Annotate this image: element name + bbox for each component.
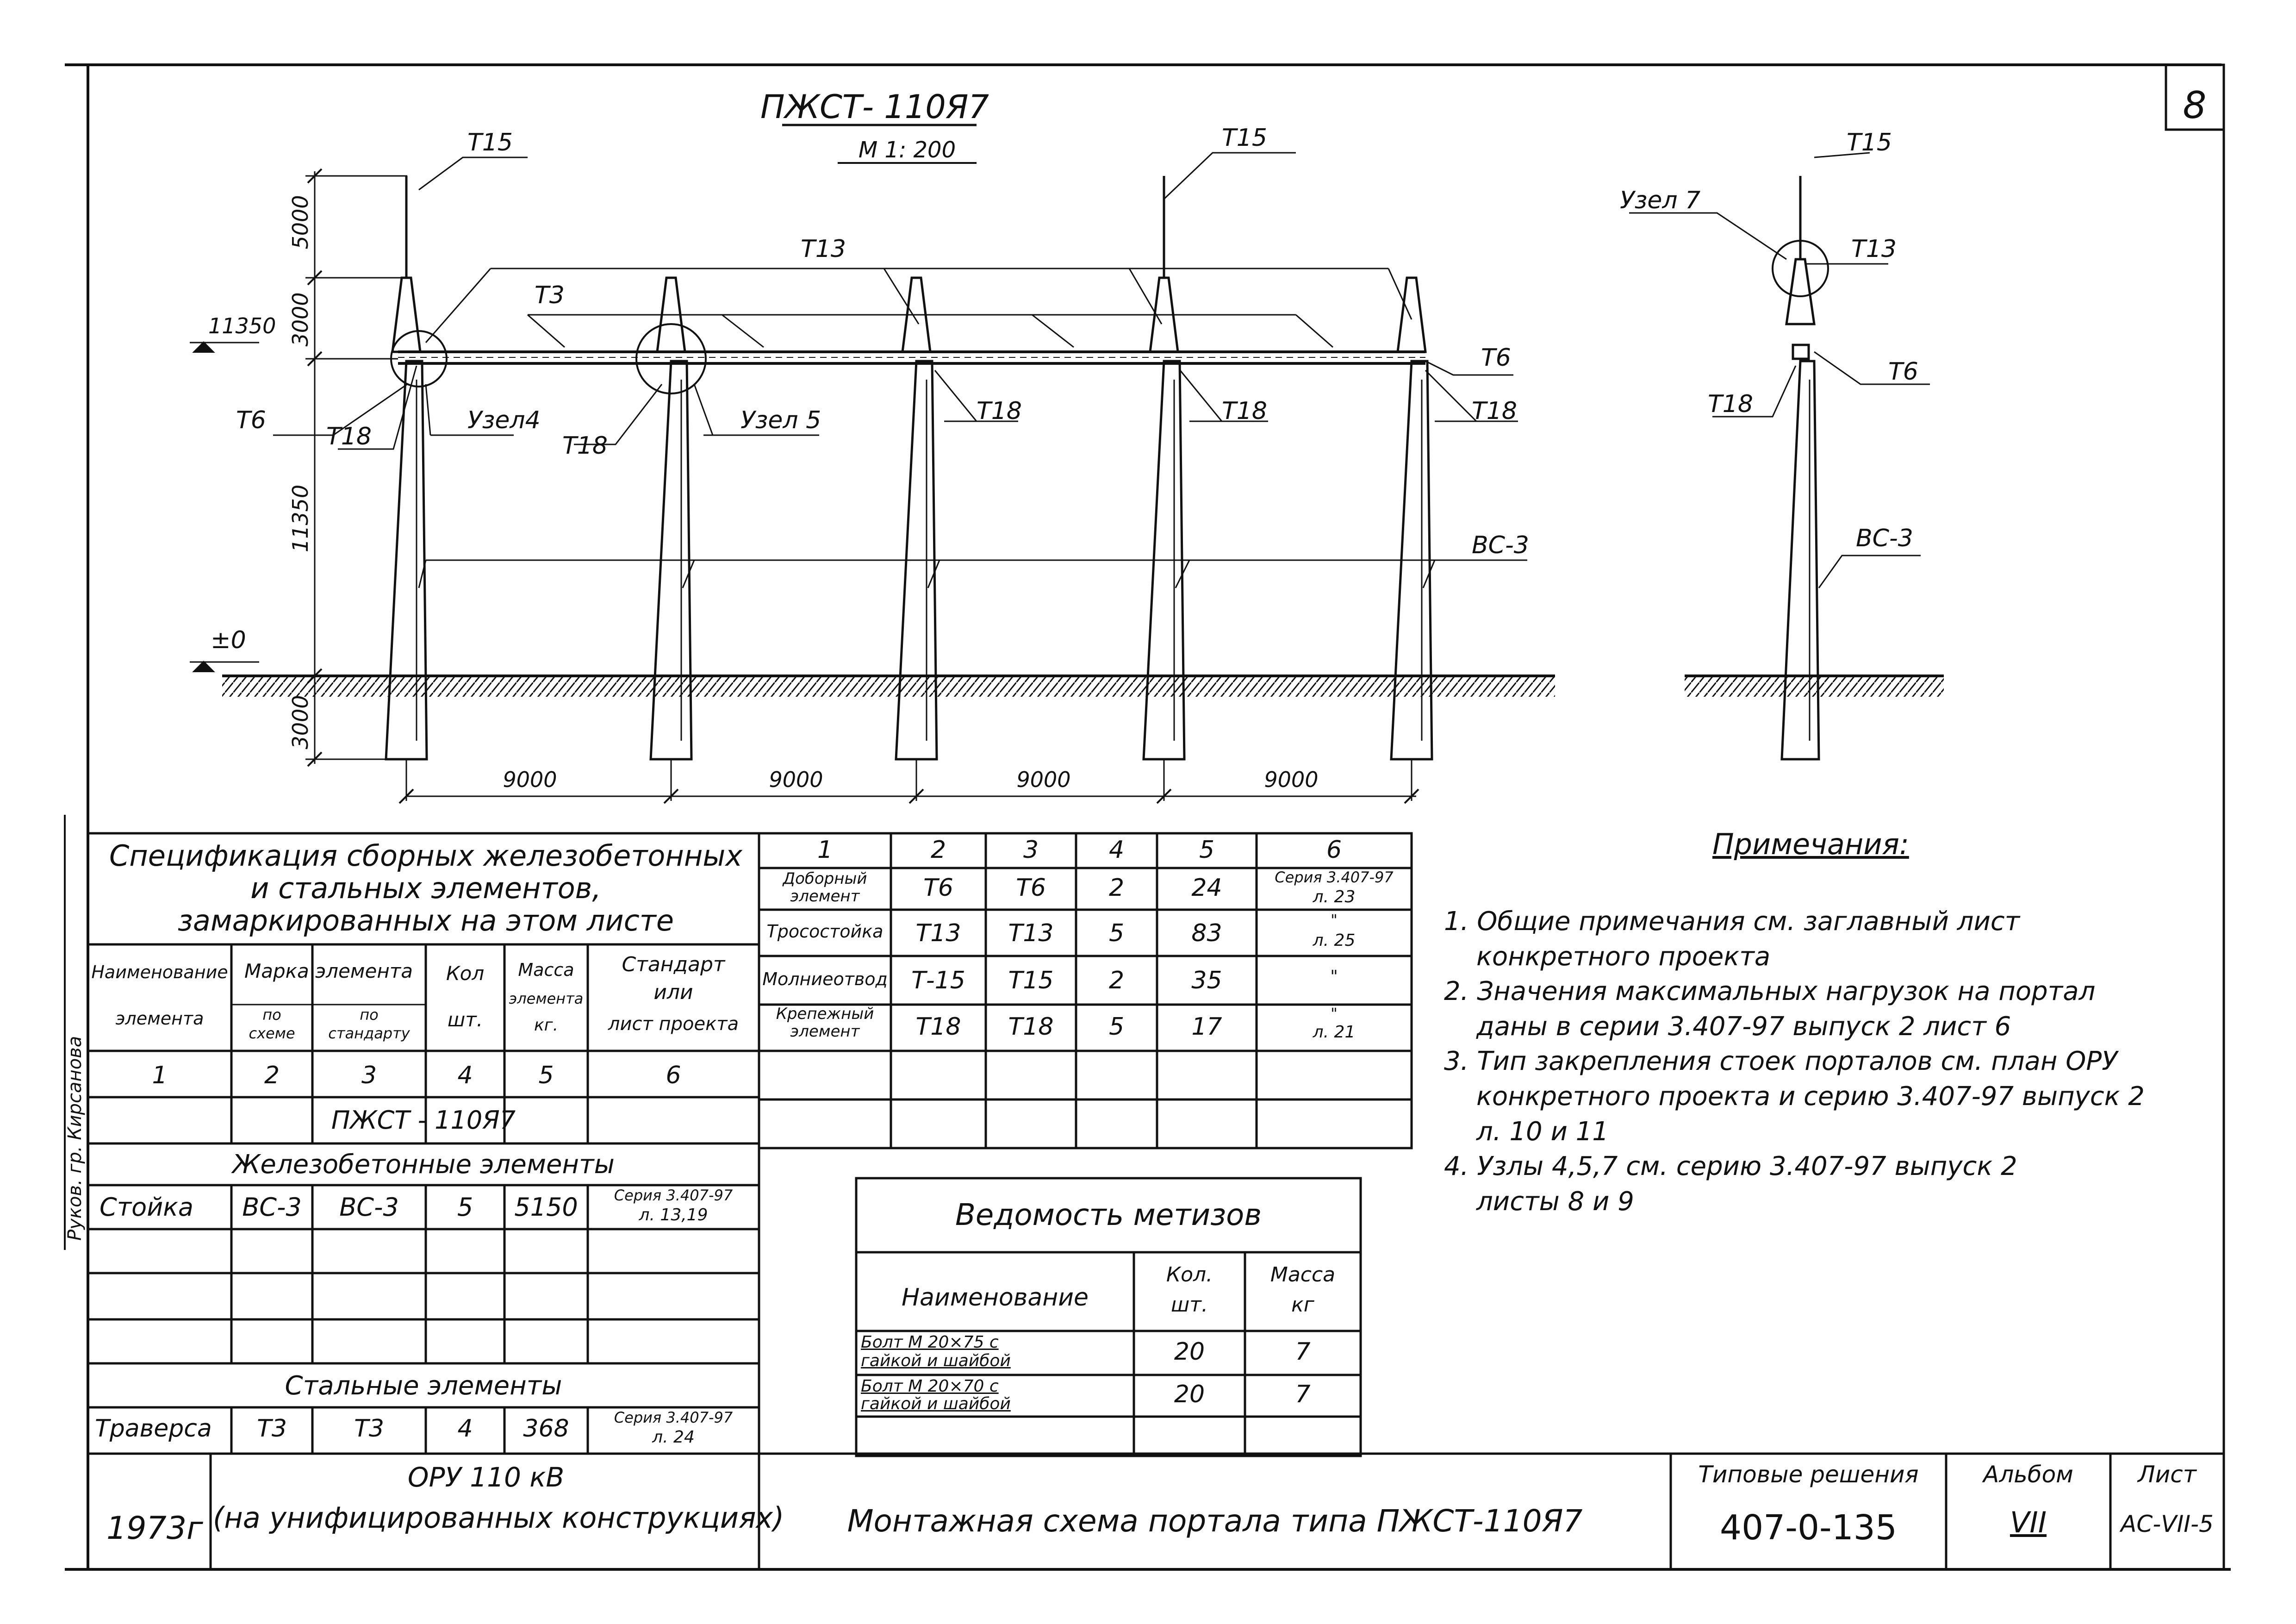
label-t18-1: Т18 [326, 423, 372, 450]
spec-rc-std-1: Серия 3.407-97 [614, 1187, 733, 1204]
hardware-head-qty-2: шт. [1171, 1293, 1208, 1317]
dim-span-4: 9000 [1264, 767, 1319, 792]
label-t13-side: Т13 [1851, 235, 1897, 263]
hardware-head-name: Наименование [901, 1284, 1089, 1312]
title-block-typical-value: 407-0-135 [1720, 1508, 1897, 1548]
label-t18-5: Т18 [1472, 397, 1517, 425]
spec-colnum: 4 [457, 1062, 473, 1089]
spec-title-2: и стальных элементов, [250, 871, 601, 905]
spec-group-main: ПЖСТ - 110Я7 [331, 1106, 516, 1135]
spec2-r1-name: Тросостойка [766, 921, 884, 942]
notes-list [1444, 907, 2221, 1222]
spec2-r1-mass: 83 [1191, 919, 1222, 947]
note-line: конкретного проекта и серию 3.407-97 выпуск 2 [1476, 1081, 2145, 1112]
spec2-colnum: 6 [1326, 836, 1342, 864]
sheet-number: 8 [2183, 84, 2207, 127]
spec2-r0-qty: 2 [1108, 874, 1125, 902]
spec-head-mass-2: элемента [509, 990, 584, 1007]
title-block-typical-label: Типовые решения [1698, 1461, 1919, 1488]
hardware-head-mass-1: Масса [1270, 1263, 1336, 1287]
hardware-head-qty-1: Кол. [1166, 1263, 1213, 1287]
label-t18-side: Т18 [1708, 390, 1753, 418]
spec-head-mark-std-2: стандарту [328, 1024, 410, 1042]
hardware-head-mass-2: кг [1291, 1293, 1314, 1317]
label-bc3-side: ВС-3 [1856, 525, 1913, 552]
dim-11350-top: 11350 [208, 313, 276, 338]
spec2-r1-std-1: " [1331, 911, 1338, 929]
spec2-r2-name: Молниеотвод [762, 969, 888, 989]
spec2-r0-std-2: л. 23 [1313, 887, 1356, 906]
label-node7: Узел 7 [1620, 187, 1701, 214]
spec-head-mass-3: кг. [534, 1016, 559, 1035]
dim-3000-bottom: 3000 [288, 695, 313, 750]
spec-rc-mark-scheme: ВС-3 [242, 1193, 302, 1222]
label-t3: Т3 [535, 281, 565, 309]
hardware-r0-qty: 20 [1174, 1338, 1205, 1366]
spec-group-rc: Железобетонные элементы [232, 1149, 615, 1180]
spec-rc-mass: 5150 [514, 1193, 578, 1222]
label-node5: Узел 5 [740, 406, 821, 434]
spec2-r2-qty: 2 [1108, 967, 1125, 994]
spec-steel-std-1: Серия 3.407-97 [614, 1409, 733, 1426]
spec2-colnum: 2 [930, 836, 946, 864]
title-block-album-value: VII [2010, 1505, 2047, 1539]
title-block-album-label: Альбом [1983, 1461, 2073, 1488]
spec-head-mark: Марка элемента [244, 960, 413, 982]
spec2-r0-mark-scheme: Т6 [923, 874, 953, 902]
spec-group-steel: Стальные элементы [285, 1371, 562, 1401]
hardware-r0-name-2: гайкой и шайбой [861, 1351, 1011, 1370]
spec-head-qty-2: шт. [447, 1008, 483, 1031]
spec2-r3-mark-scheme: Т18 [915, 1013, 961, 1041]
hardware-r0-name-1: Болт М 20×75 с [861, 1333, 999, 1352]
margin-stamp [64, 815, 86, 1250]
spec2-r0-std-1: Серия 3.407-97 [1275, 868, 1394, 886]
note-line: 2. Значения максимальных нагрузок на портал [1444, 976, 2096, 1007]
label-t15-side: Т15 [1847, 129, 1892, 156]
drawing-title: ПЖСТ- 110Я7 [760, 88, 989, 126]
spec2-r0-mass: 24 [1191, 874, 1222, 902]
label-bc3: ВС-3 [1472, 531, 1529, 559]
spec-steel-mark-std: Т3 [354, 1415, 384, 1443]
spec2-colnum: 5 [1199, 836, 1215, 864]
spec2-r3-mass: 17 [1191, 1013, 1222, 1041]
label-t15-mid: Т15 [1222, 124, 1267, 152]
spec-head-mass-1: Масса [518, 960, 574, 980]
note-line: конкретного проекта [1476, 941, 1771, 972]
spec2-r1-mark-scheme: Т13 [915, 919, 961, 947]
spec-rc-qty: 5 [457, 1193, 473, 1222]
hardware-r1-name-1: Болт М 20×70 с [861, 1377, 999, 1396]
spec-rc-mark-std: ВС-3 [339, 1193, 399, 1222]
crossbeam [391, 241, 1828, 394]
hardware-r1-qty: 20 [1174, 1380, 1205, 1408]
spec-colnum: 5 [538, 1062, 554, 1089]
spec-colnum: 3 [361, 1062, 377, 1089]
spec-head-mark-scheme-1: по [262, 1006, 281, 1024]
spec-head-std-2: или [653, 981, 693, 1004]
spec-rc-std-2: л. 13,19 [639, 1206, 708, 1224]
hardware-title: Ведомость метизов [955, 1198, 1262, 1232]
dim-span-2: 9000 [769, 767, 823, 792]
ground [222, 676, 1944, 697]
label-node4: Узел4 [467, 406, 541, 434]
notes-title: Примечания: [1712, 827, 1909, 861]
spec2-r2-mark-std: Т15 [1008, 967, 1054, 994]
title-block-object-1: ОРУ 110 кВ [407, 1462, 565, 1493]
spec2-r1-qty: 5 [1108, 919, 1125, 947]
spec-steel-name: Траверса [95, 1415, 212, 1443]
spec2-r1-mark-std: Т13 [1008, 919, 1054, 947]
drawing-labels [211, 124, 1918, 654]
spec-colnum: 6 [666, 1062, 681, 1089]
spec-head-std-3: лист проекта [608, 1013, 739, 1035]
drawing-scale: М 1: 200 [858, 137, 956, 163]
spec2-colnum: 3 [1023, 836, 1039, 864]
note-line: 1. Общие примечания см. заглавный лист [1444, 906, 2020, 937]
spec-head-qty-1: Кол [446, 962, 485, 985]
title-block-sheet-label: Лист [2138, 1461, 2196, 1488]
title-block-sheet-value: АС-VII-5 [2121, 1511, 2214, 1537]
label-zero: ±0 [211, 626, 246, 654]
dim-11350: 11350 [288, 484, 313, 553]
note-line: 3. Тип закрепления стоек порталов см. план ОРУ [1444, 1046, 2118, 1077]
spec-colnum: 1 [152, 1062, 168, 1089]
spec2-colnum: 1 [817, 836, 833, 864]
dimension-labels [208, 195, 1319, 792]
spec-head-name-2: элемента [115, 1008, 204, 1029]
spec-colnum: 2 [264, 1062, 280, 1089]
spec-head-mark-std-1: по [360, 1006, 379, 1024]
label-t6-side: Т6 [1888, 358, 1918, 386]
label-t15-left: Т15 [467, 129, 513, 156]
spec2-r3-mark-std: Т18 [1008, 1013, 1054, 1041]
spec-title-3: замаркированных на этом листе [177, 904, 674, 937]
leader-lines [273, 153, 1930, 588]
title-block-year: 1973г [106, 1510, 203, 1547]
hardware-r0-mass: 7 [1295, 1338, 1311, 1366]
spec-steel-mass: 368 [523, 1415, 569, 1443]
margin-stamp-text: Руков. гр. Кирсанова [64, 1036, 86, 1241]
dimension-lines [190, 171, 1416, 801]
spec2-r3-qty: 5 [1108, 1013, 1125, 1041]
spec2-r0-mark-std: Т6 [1016, 874, 1046, 902]
note-line: даны в серии 3.407-97 выпуск 2 лист 6 [1476, 1011, 2011, 1042]
spec2-r1-std-2: л. 25 [1313, 931, 1356, 950]
spec2-r0-name-1: Доборный [783, 869, 867, 888]
spec2-r0-name-2: элемент [790, 887, 860, 906]
spec2-colnum: 4 [1108, 836, 1125, 864]
spec2-r3-std-1: " [1331, 1005, 1338, 1022]
spec2-r3-std-2: л. 21 [1313, 1023, 1356, 1042]
label-t6-left: Т6 [236, 406, 266, 434]
spec-title-1: Спецификация сборных железобетонных [109, 839, 743, 873]
spec2-r2-mass: 35 [1191, 967, 1222, 994]
spec-head-name-1: Наименование [91, 962, 228, 982]
spec2-r2-std-1: " [1330, 967, 1338, 986]
dimension-ticks [194, 169, 1419, 803]
hardware-r1-name-2: гайкой и шайбой [861, 1394, 1011, 1413]
spec2-r3-name-2: элемент [790, 1022, 860, 1041]
spec-steel-qty: 4 [457, 1415, 473, 1443]
spec2-r3-name-1: Крепежный [776, 1005, 874, 1023]
spec-head-std-1: Стандарт [622, 953, 725, 976]
note-line: листы 8 и 9 [1476, 1186, 1634, 1217]
dim-5000: 5000 [288, 195, 313, 250]
label-t6-right: Т6 [1481, 344, 1511, 372]
columns [386, 176, 1819, 759]
spec-steel-std-2: л. 24 [652, 1428, 695, 1447]
dim-span-1: 9000 [503, 767, 557, 792]
spec-head-mark-scheme-2: схеме [249, 1024, 295, 1042]
label-t18-3: Т18 [977, 397, 1022, 425]
dim-span-3: 9000 [1016, 767, 1071, 792]
note-line: л. 10 и 11 [1476, 1116, 1609, 1147]
title-block-object-2: (на унифицированных конструкциях) [213, 1501, 784, 1535]
note-line: 4. Узлы 4,5,7 см. серию 3.407-97 выпуск 2 [1444, 1151, 2017, 1182]
label-t13: Т13 [801, 235, 846, 263]
label-t18-4: Т18 [1222, 397, 1267, 425]
spec-rc-name: Стойка [100, 1193, 194, 1222]
label-t18-2: Т18 [562, 432, 608, 460]
title-block-drawing-name: Монтажная схема портала типа ПЖСТ-110Я7 [847, 1503, 1583, 1539]
dim-3000: 3000 [288, 292, 313, 347]
hardware-r1-mass: 7 [1295, 1380, 1311, 1408]
spec2-r2-mark-scheme: Т-15 [911, 967, 965, 994]
spec-steel-mark-scheme: Т3 [257, 1415, 287, 1443]
